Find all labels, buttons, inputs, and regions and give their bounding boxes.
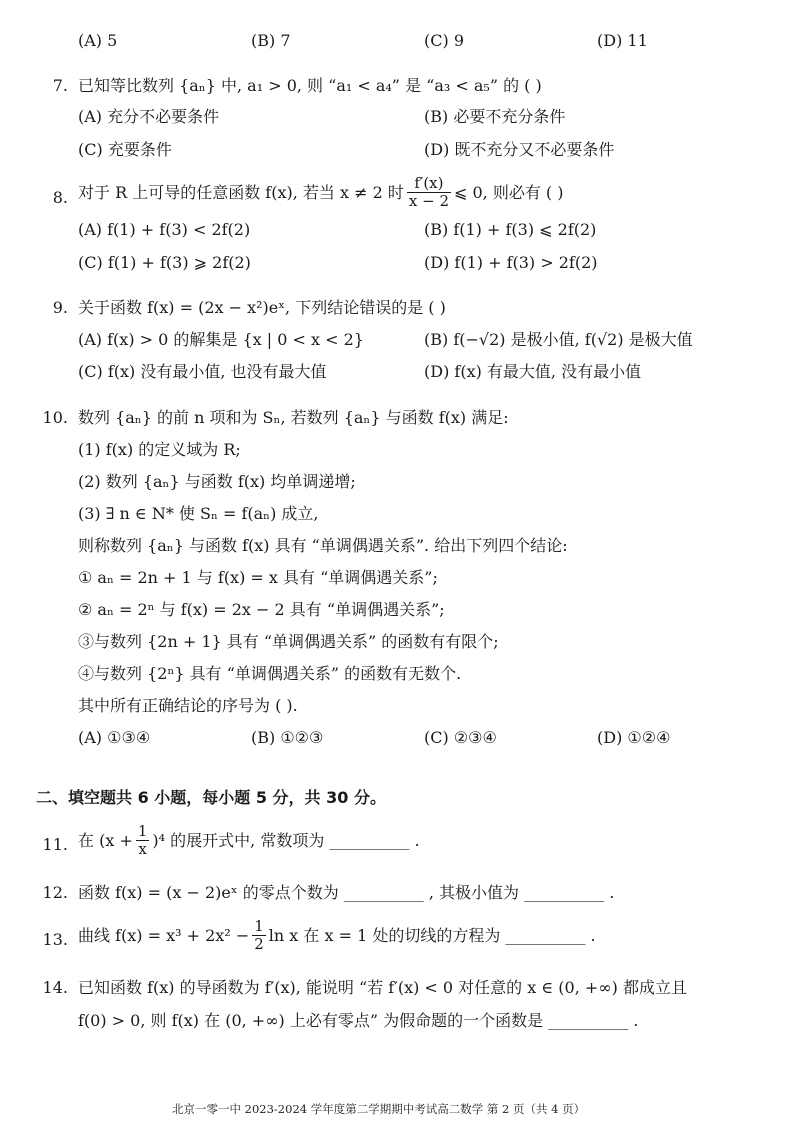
q13-stem xyxy=(78,919,596,952)
q10-line-10: 其中所有正确结论的序号为 ( ). xyxy=(78,696,298,715)
q8-option-c: (C) f(1) + f(3) ⩾ 2f(2) xyxy=(78,253,251,272)
q10-option-a: (A) ①③④ xyxy=(78,728,151,747)
q8-option-b: (B) f(1) + f(3) ⩽ 2f(2) xyxy=(424,220,597,239)
q12-stem: 函数 f(x) = (x − 2)eˣ 的零点个数为 __________ , 其极小值为 __________ . xyxy=(78,883,615,902)
q8-stem-before: 对于 R 上可导的任意函数 f(x), 若当 x ≠ 2 时 xyxy=(78,182,404,202)
q7-number: 7. xyxy=(52,76,68,95)
q10-line-8: ③与数列 {2n + 1} 具有 “单调偶遇关系” 的函数有有限个; xyxy=(78,632,499,651)
q10-line-4: (3) ∃ n ∈ N* 使 Sₙ = f(aₙ) 成立, xyxy=(78,504,319,523)
q11-fraction-denominator: x xyxy=(138,840,147,858)
q9-option-a: (A) f(x) > 0 的解集是 {x | 0 < x < 2} xyxy=(78,330,364,349)
page-footer: 北京一零一中 2023-2024 学年度第二学期期中考试高二数学 第 2 页（共 4 页） xyxy=(172,1102,586,1116)
q14-line-2: f(0) > 0, 则 f(x) 在 (0, +∞) 上必有零点” 为假命题的一个函数是 __________ . xyxy=(78,1011,639,1030)
q11-number: 11. xyxy=(42,835,68,854)
q13-fraction-numerator: 1 xyxy=(254,917,264,935)
q10-line-6: ① aₙ = 2n + 1 与 f(x) = x 具有 “单调偶遇关系”; xyxy=(78,568,438,587)
q11-fraction-numerator: 1 xyxy=(137,822,148,840)
q13-stem-before: 曲线 f(x) = x³ + 2x² − xyxy=(78,925,250,945)
q10-line-5: 则称数列 {aₙ} 与函数 f(x) 具有 “单调偶遇关系”. 给出下列四个结论: xyxy=(78,536,568,555)
q6-option-c: (C) 9 xyxy=(424,31,464,50)
q10-option-d: (D) ①②④ xyxy=(597,728,671,747)
section-heading: 二、填空题共 6 小题，每小题 5 分，共 30 分。 xyxy=(36,788,386,807)
q8-option-d: (D) f(1) + f(3) > 2f(2) xyxy=(424,253,598,272)
q6-option-a: (A) 5 xyxy=(78,31,118,50)
q13-number: 13. xyxy=(42,930,68,949)
q8-fraction-denominator: x − 2 xyxy=(408,192,449,210)
q12-number: 12. xyxy=(42,883,68,902)
q11-stem-before: 在 (x + xyxy=(78,830,133,850)
q13-stem-after: ln x 在 x = 1 处的切线的方程为 __________ . xyxy=(268,925,596,945)
q10-option-c: (C) ②③④ xyxy=(424,728,497,747)
q8-option-a: (A) f(1) + f(3) < 2f(2) xyxy=(78,220,251,239)
q9-option-d: (D) f(x) 有最大值, 没有最小值 xyxy=(424,362,642,381)
q13-fraction-denominator: 2 xyxy=(254,935,264,953)
q8-fraction-numerator: f′(x) xyxy=(407,176,451,193)
q10-line-7: ② aₙ = 2ⁿ 与 f(x) = 2x − 2 具有 “单调偶遇关系”; xyxy=(78,600,445,619)
q10-number: 10. xyxy=(42,408,68,427)
q11-stem xyxy=(78,824,420,857)
q10-line-1: 数列 {aₙ} 的前 n 项和为 Sₙ, 若数列 {aₙ} 与函数 f(x) 满足: xyxy=(78,408,509,427)
q14-line-1: 已知函数 f(x) 的导函数为 f′(x), 能说明 “若 f′(x) < 0 对任意的 x ∈ (0, +∞) 都成立且 xyxy=(78,978,687,997)
q10-option-b: (B) ①②③ xyxy=(251,728,324,747)
q10-line-9: ④与数列 {2ⁿ} 具有 “单调偶遇关系” 的函数有无数个. xyxy=(78,664,462,683)
q9-stem: 关于函数 f(x) = (2x − x²)eˣ, 下列结论错误的是 ( ) xyxy=(78,298,446,317)
q8-fraction xyxy=(407,176,451,209)
q13-fraction xyxy=(252,919,266,952)
q6-option-b: (B) 7 xyxy=(251,31,291,50)
q6-option-d: (D) 11 xyxy=(597,31,648,50)
q8-stem-after: ⩽ 0, 则必有 ( ) xyxy=(453,182,564,202)
q7-option-d: (D) 既不充分又不必要条件 xyxy=(424,140,615,159)
q9-option-c: (C) f(x) 没有最小值, 也没有最大值 xyxy=(78,362,327,381)
q14-number: 14. xyxy=(42,978,68,997)
q9-number: 9. xyxy=(52,298,68,317)
q7-stem: 已知等比数列 {aₙ} 中, a₁ > 0, 则 “a₁ < a₄” 是 “a₃ < a₅” 的 ( ) xyxy=(78,76,542,95)
q10-line-3: (2) 数列 {aₙ} 与函数 f(x) 均单调递增; xyxy=(78,472,356,491)
q10-line-2: (1) f(x) 的定义域为 R; xyxy=(78,440,241,459)
q11-stem-after: )⁴ 的展开式中, 常数项为 __________ . xyxy=(152,830,420,850)
q7-option-a: (A) 充分不必要条件 xyxy=(78,107,220,126)
q7-option-c: (C) 充要条件 xyxy=(78,140,172,159)
q8-number: 8. xyxy=(52,188,68,207)
q11-fraction xyxy=(136,824,150,857)
q7-option-b: (B) 必要不充分条件 xyxy=(424,107,566,126)
q9-option-b: (B) f(−√2) 是极小值, f(√2) 是极大值 xyxy=(424,330,693,349)
q8-stem xyxy=(78,176,564,209)
